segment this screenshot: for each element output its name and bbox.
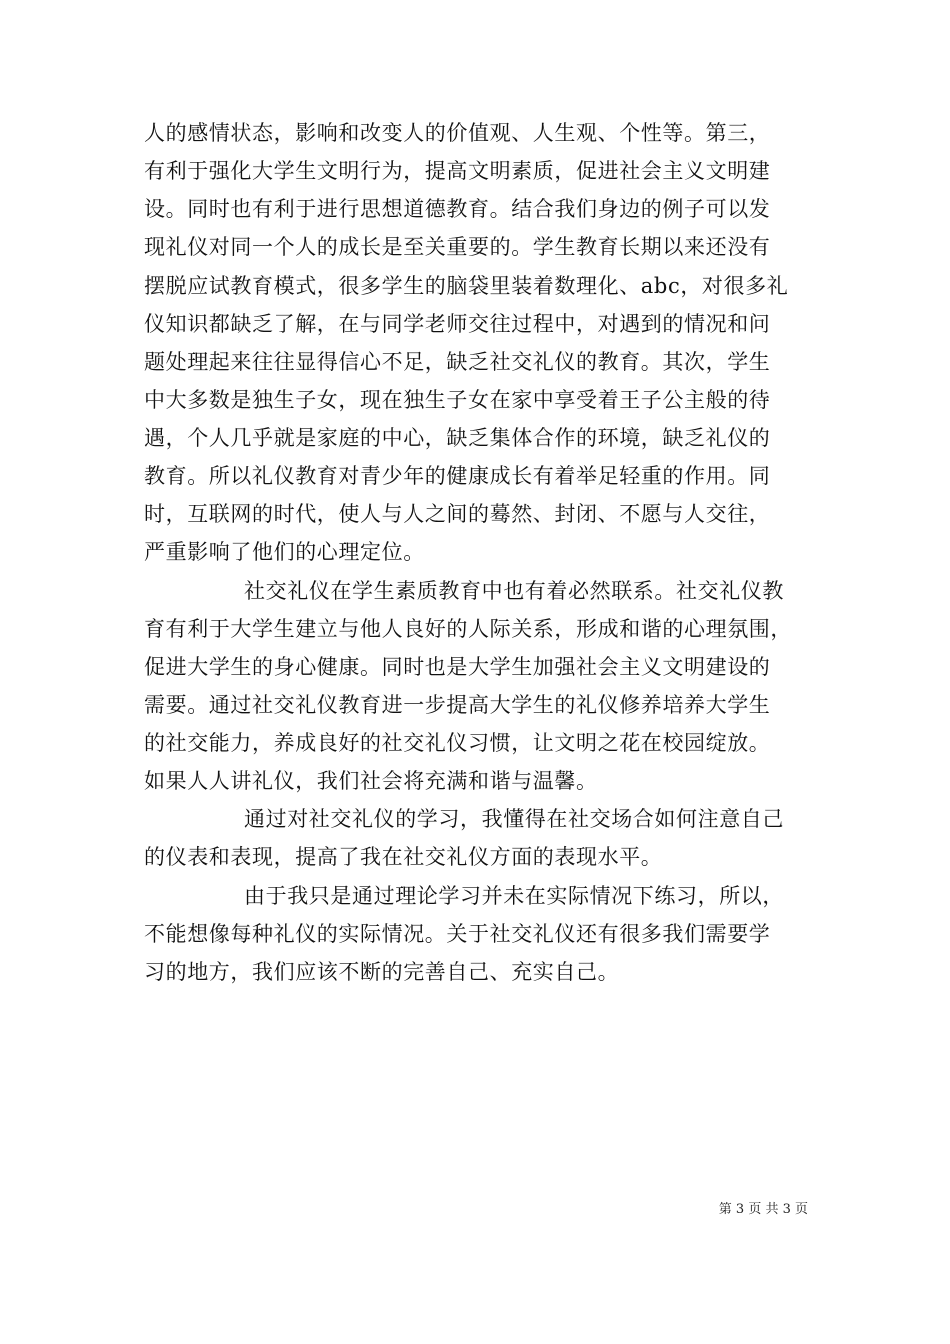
paragraph-first-line: 社交礼仪在学生素质教育中也有着必然联系。社交礼仪教 <box>244 579 784 603</box>
text-line: 的社交能力，养成良好的社交礼仪习惯，让文明之花在校园绽放。 <box>144 731 771 755</box>
text-line: 摆脱应试教育模式，很多学生的脑袋里装着数理化、abc，对很多礼 <box>144 274 789 298</box>
text-line: 题处理起来往往显得信心不足，缺乏社交礼仪的教育。其次，学生 <box>144 350 771 374</box>
text-line: 需要。通过社交礼仪教育进一步提高大学生的礼仪修养培养大学生 <box>144 693 771 717</box>
text-line: 中大多数是独生子女，现在独生子女在家中享受着王子公主般的待 <box>144 388 771 412</box>
text-line: 设。同时也有利于进行思想道德教育。结合我们身边的例子可以发 <box>144 197 771 221</box>
text-line: 有利于强化大学生文明行为，提高文明素质，促进社会主义文明建 <box>144 159 771 183</box>
text-line: 严重影响了他们的心理定位。 <box>144 540 425 564</box>
text-line: 促进大学生的身心健康。同时也是大学生加强社会主义文明建设的 <box>144 655 771 679</box>
text-line: 教育。所以礼仪教育对青少年的健康成长有着举足轻重的作用。同 <box>144 464 771 488</box>
text-line: 人的感情状态，影响和改变人的价值观、人生观、个性等。第三， <box>144 121 771 145</box>
text-line: 时，互联网的时代，使人与人之间的蓦然、封闭、不愿与人交往， <box>144 502 771 526</box>
text-line: 现礼仪对同一个人的成长是至关重要的。学生教育长期以来还没有 <box>144 235 771 259</box>
text-line: 遇，个人几乎就是家庭的中心，缺乏集体合作的环境，缺乏礼仪的 <box>144 426 771 450</box>
text-line: 的仪表和表现，提高了我在社交礼仪方面的表现水平。 <box>144 845 663 869</box>
paragraph-first-line: 由于我只是通过理论学习并未在实际情况下练习，所以， <box>244 884 784 908</box>
page-number-footer: 第 3 页 共 3 页 <box>718 1202 808 1217</box>
text-line: 如果人人讲礼仪，我们社会将充满和谐与温馨。 <box>144 769 598 793</box>
text-line: 不能想像每种礼仪的实际情况。关于社交礼仪还有很多我们需要学 <box>144 922 771 946</box>
text-line: 习的地方，我们应该不断的完善自己、充实自己。 <box>144 960 620 984</box>
text-line: 育有利于大学生建立与他人良好的人际关系，形成和谐的心理氛围， <box>144 617 792 641</box>
text-line: 仪知识都缺乏了解，在与同学老师交往过程中，对遇到的情况和问 <box>144 312 771 336</box>
paragraph-first-line: 通过对社交礼仪的学习，我懂得在社交场合如何注意自己 <box>244 807 784 831</box>
